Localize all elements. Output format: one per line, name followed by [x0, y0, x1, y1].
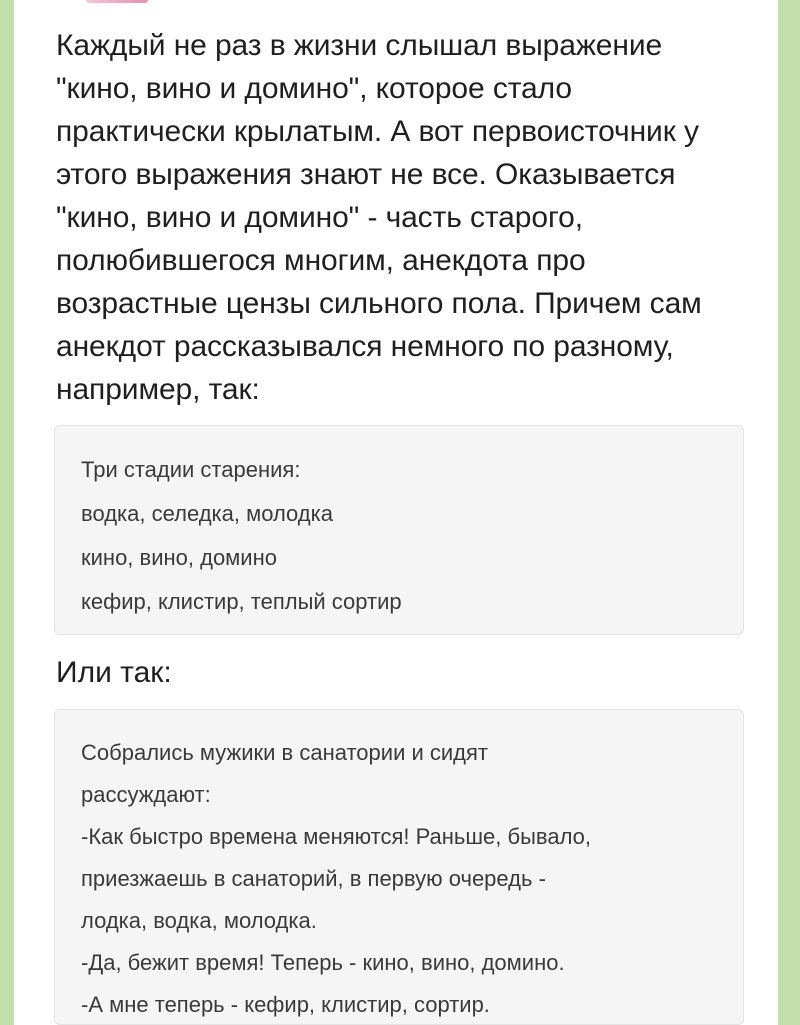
quote-block-sanatorium	[54, 709, 744, 1025]
quote-line: кино, вино, домино	[81, 545, 277, 570]
quote-line: рассуждают:	[81, 782, 211, 807]
quote-line: Собрались мужики в санатории и сидят	[81, 740, 488, 765]
quote-line: -Как быстро времена меняются! Раньше, бывало,	[81, 824, 592, 849]
quote-line: -Да, бежит время! Теперь - кино, вино, домино.	[81, 950, 565, 975]
quote-line: лодка, водка, молодка.	[81, 908, 317, 933]
quote-block-stages	[54, 425, 744, 635]
message-intro-text: Каждый не раз в жизни слышал выражение "кино, вино и домино", которое стало практически крылатым. А вот первоисточник у этого выражения знают не все. Оказывается "кино, вино и домино" - часть старого, полюбившегося многим, анекдота про возрастные цензы сильного пола. Причем сам анекдот рассказывался немного по разному, например, так:	[56, 29, 702, 406]
quote-line: кефир, клистир, теплый сортир	[81, 589, 402, 614]
media-preview-edge[interactable]	[86, 0, 148, 3]
chat-background-left	[0, 0, 14, 1025]
quote-line: -А мне теперь - кефир, клистир, сортир.	[81, 992, 490, 1017]
quote-line: водка, селедка, молодка	[81, 501, 333, 526]
chat-background-right	[778, 0, 800, 1025]
quote-line: приезжаешь в санаторий, в первую очередь -	[81, 866, 546, 891]
message-bubble[interactable]	[14, 0, 778, 1025]
quote-line: Три стадии старения:	[81, 457, 301, 482]
message-or-text: Или так:	[56, 656, 172, 689]
